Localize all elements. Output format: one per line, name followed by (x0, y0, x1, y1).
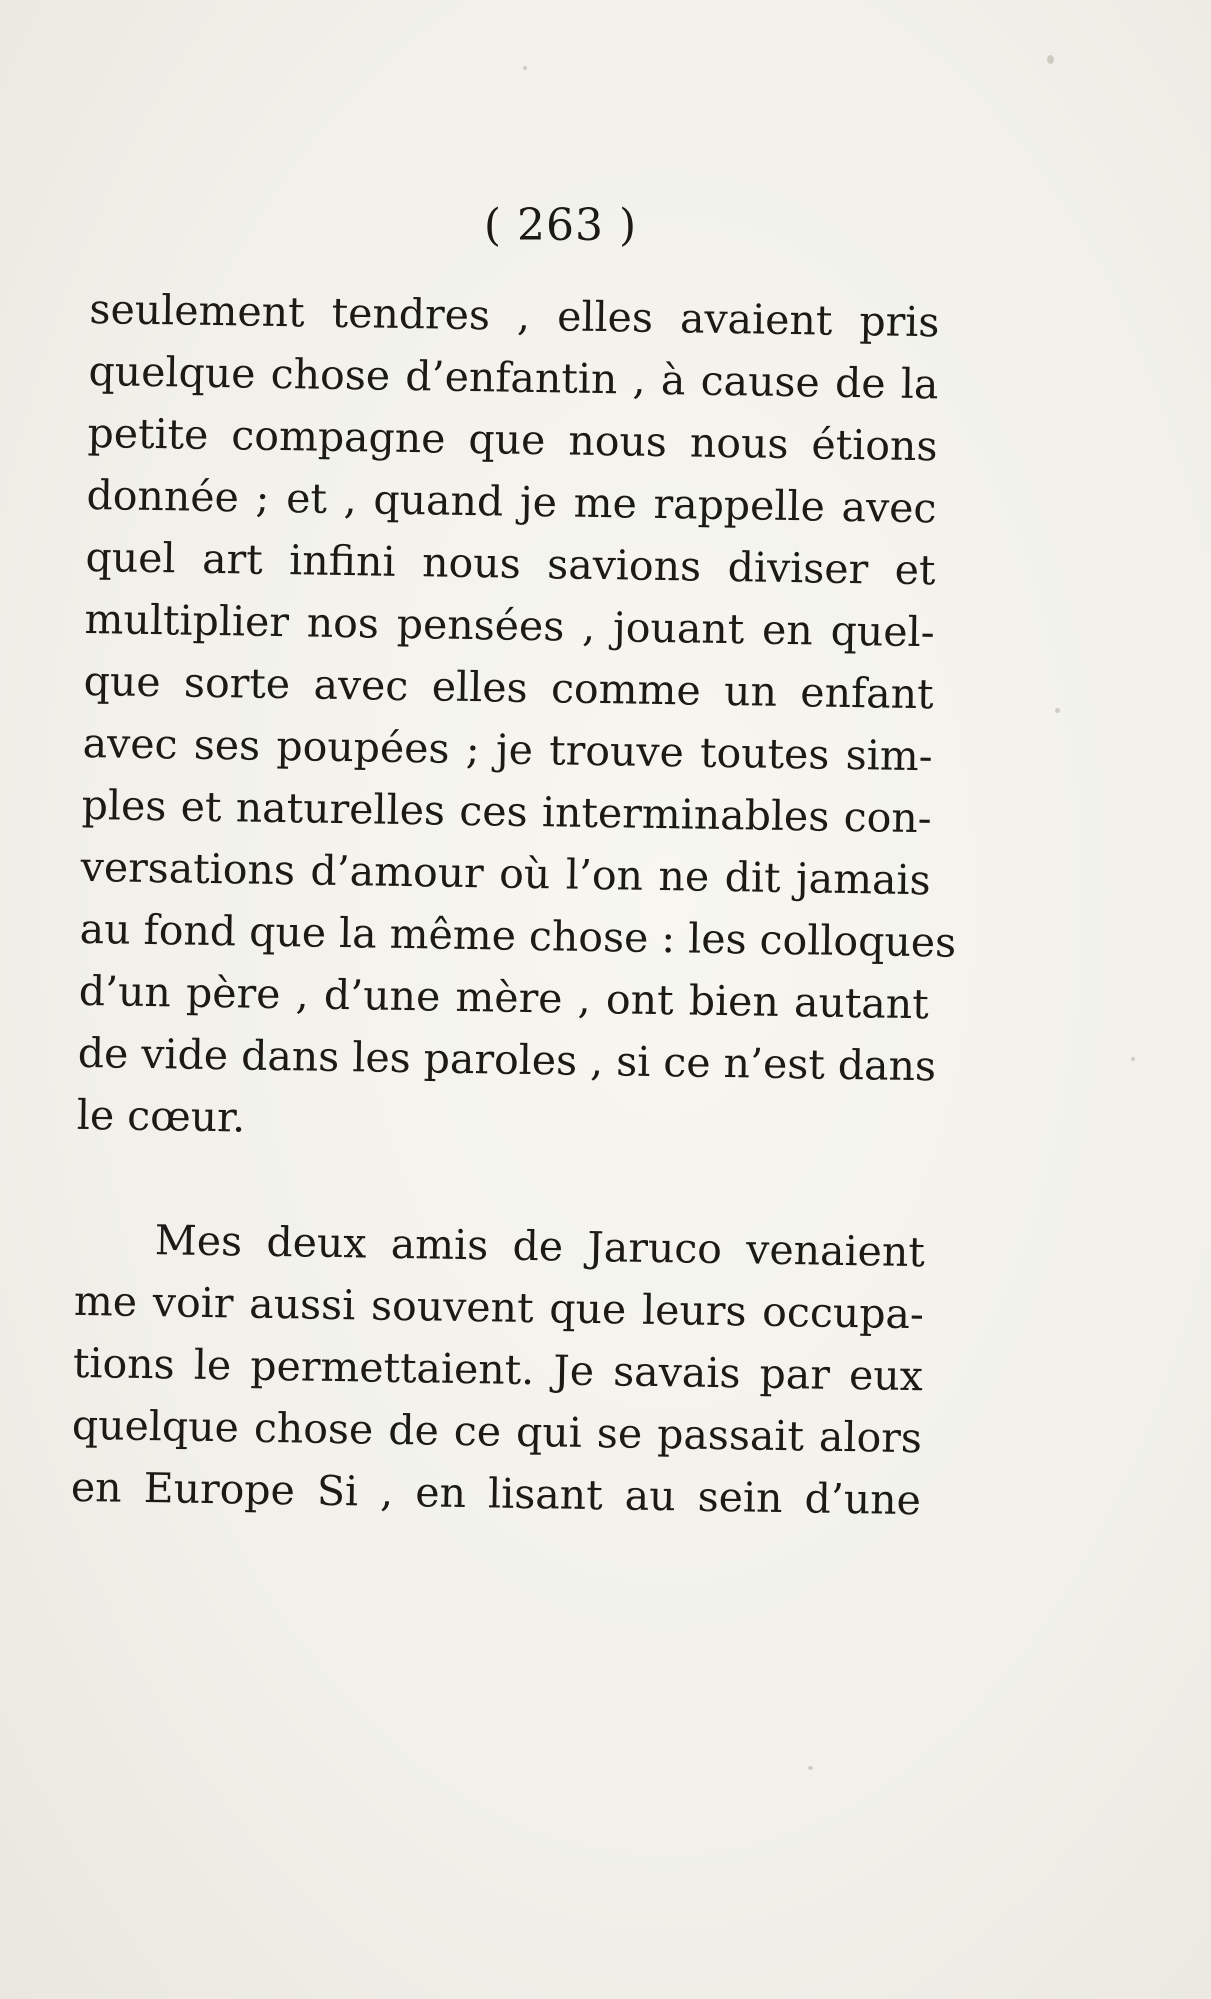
paragraph (71, 1208, 926, 1531)
text-line: Mes deux amis de Jaruco venaient (154, 1216, 926, 1277)
text-line: me voir aussi souvent que leurs occupa- (73, 1276, 925, 1339)
paper-speck (1055, 708, 1060, 713)
text-line: d’un père , d’une mère , ont bien autant (78, 966, 930, 1029)
text-line: en Europe Si , en lisant au sein d’une (70, 1462, 922, 1525)
text-line: le cœur. (76, 1090, 246, 1142)
body-text (70, 278, 957, 1531)
text-line: avec ses poupées ; je trouve toutes sim- (82, 718, 933, 781)
text-line: quelque chose de ce qui se passait alors (71, 1400, 923, 1463)
text-line: quel art infini nous savions diviser et (85, 532, 936, 595)
paper-speck (1131, 1057, 1135, 1061)
text-line: au fond que la même chose : les colloques (79, 904, 957, 967)
text-line: tions le permettaient. Je savais par eux (72, 1338, 924, 1401)
paragraph (76, 278, 957, 1159)
text-line: donnée ; et , quand je me rappelle avec (86, 470, 937, 533)
text-line: versations d’amour où l’on ne dit jamais (80, 842, 932, 905)
paper-speck (808, 1766, 813, 1770)
paper-speck (1047, 55, 1054, 64)
text-line: quelque chose d’enfantin , à cause de la (88, 346, 939, 409)
text-line: multiplier nos pensées , jouant en quel- (84, 594, 935, 657)
paper-speck (523, 66, 527, 70)
text-line: que sorte avec elles comme un enfant (83, 656, 934, 719)
text-line: ples et naturelles ces interminables con- (81, 780, 932, 843)
text-line: de vide dans les paroles , si ce n’est dans (77, 1028, 937, 1091)
page-number: ( 263 ) (483, 200, 638, 251)
text-line: petite compagne que nous nous étions (87, 408, 938, 471)
text-line: seulement tendres , elles avaient pris (89, 284, 940, 347)
